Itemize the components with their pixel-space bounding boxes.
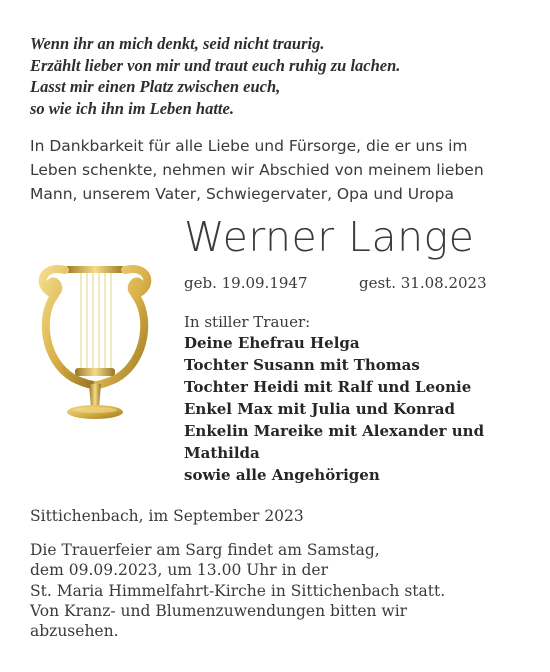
mourning-label: In stiller Trauer: <box>184 313 311 331</box>
death-date: gest. 31.08.2023 <box>359 274 487 292</box>
poem-line: so wie ich ihn im Leben hatte. <box>30 98 234 118</box>
ceremony-line: abzusehen. <box>30 622 119 641</box>
lyre-crossbar <box>65 266 125 273</box>
ceremony-info <box>30 540 445 641</box>
mourner: Deine Ehefrau Helga <box>184 334 360 352</box>
ceremony-line: St. Maria Himmelfahrt-Kirche in Sittichenbach statt. <box>30 581 446 600</box>
ceremony-line: Die Trauerfeier am Sarg findet am Samstag, <box>30 541 380 559</box>
mourner: Enkelin Mareike mit Alexander und <box>184 422 485 440</box>
intro-text <box>30 134 484 206</box>
ceremony-line: dem 09.09.2023, um 13.00 Uhr in der <box>30 561 328 580</box>
poem-line: Wenn ihr an mich denkt, seid nicht traurig. <box>30 34 325 53</box>
deceased-name: Werner Lange <box>184 213 475 261</box>
life-dates <box>184 273 487 293</box>
lyre-icon <box>25 240 165 430</box>
mourner: sowie alle Angehörigen <box>184 466 380 484</box>
mourner: Mathilda <box>184 444 260 462</box>
mourner: Tochter Heidi mit Ralf und Leonie <box>184 378 472 396</box>
lyre-stem <box>89 384 101 408</box>
mourners-list <box>184 332 484 486</box>
poem-line: Erzählt lieber von mir und traut euch ruhig zu lachen. <box>30 55 401 75</box>
lyre-strings <box>81 273 111 374</box>
mourner: Tochter Susann mit Thomas <box>184 356 420 374</box>
poem <box>30 33 400 119</box>
poem-line: Lasst mir einen Platz zwischen euch, <box>30 77 281 96</box>
birth-date: geb. 19.09.1947 <box>184 274 308 292</box>
intro-line: Mann, unserem Vater, Schwiegervater, Opa und Uropa <box>30 185 455 203</box>
lyre-bridge <box>75 368 115 376</box>
lyre-left-arm <box>43 269 93 385</box>
ceremony-line: Von Kranz- und Blumenzuwendungen bitten wir <box>30 601 408 620</box>
intro-line: In Dankbarkeit für alle Liebe und Fürsorge, die er uns im <box>30 137 468 155</box>
intro-line: Leben schenkte, nehmen wir Abschied von meinem lieben <box>30 161 484 179</box>
mourner: Enkel Max mit Julia und Konrad <box>184 400 455 418</box>
place-date: Sittichenbach, im September 2023 <box>30 507 304 525</box>
